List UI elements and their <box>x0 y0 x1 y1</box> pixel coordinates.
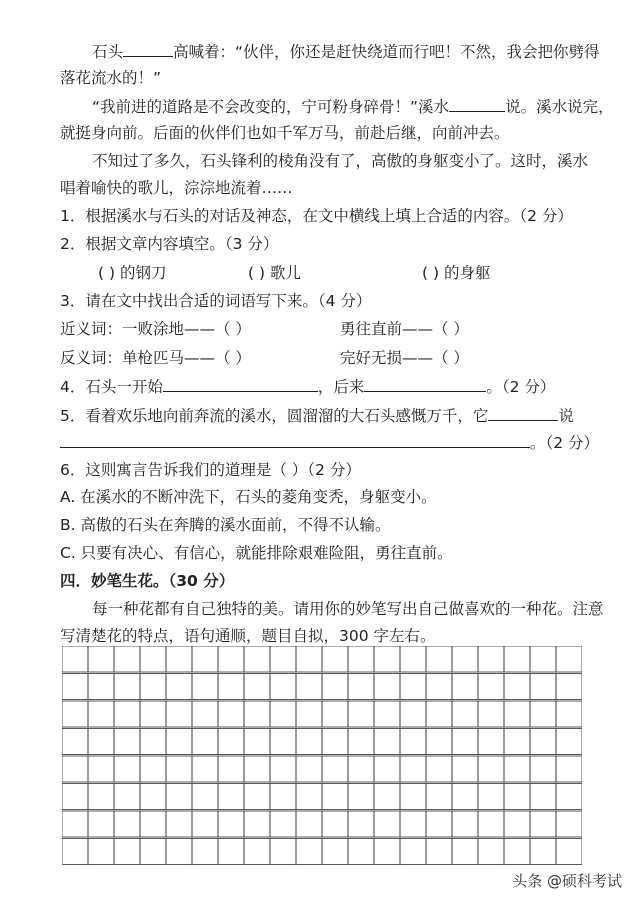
q2-item-1[interactable]: ( ) 的钢刀 <box>98 264 167 282</box>
grid-cell[interactable] <box>114 646 140 672</box>
q3-synonym-1[interactable]: 近义词：一败涂地——（ ） <box>60 320 251 338</box>
grid-cell[interactable] <box>62 729 88 755</box>
grid-cell[interactable] <box>192 756 218 782</box>
grid-cell[interactable] <box>166 756 192 782</box>
grid-cell[interactable] <box>530 756 556 782</box>
grid-cell[interactable] <box>140 701 166 727</box>
grid-cell[interactable] <box>166 674 192 700</box>
section4-desc-line1: 每一种花都有自己独特的美。请用你的妙笔写出自己做喜欢的一种花。注意 <box>92 600 604 618</box>
grid-cell[interactable] <box>400 756 426 782</box>
grid-cell[interactable] <box>244 729 270 755</box>
grid-cell[interactable] <box>140 811 166 837</box>
grid-cell[interactable] <box>296 784 322 810</box>
grid-cell[interactable] <box>374 756 400 782</box>
grid-cell[interactable] <box>348 839 374 865</box>
grid-cell[interactable] <box>114 756 140 782</box>
grid-cell[interactable] <box>400 839 426 865</box>
grid-cell[interactable] <box>322 646 348 672</box>
grid-cell[interactable] <box>270 674 296 700</box>
grid-cell[interactable] <box>114 839 140 865</box>
q3-antonym-1[interactable]: 反义词：单枪匹马——（ ） <box>60 349 251 367</box>
grid-cell[interactable] <box>270 729 296 755</box>
grid-cell[interactable] <box>478 674 504 700</box>
grid-cell[interactable] <box>166 646 192 672</box>
grid-cell[interactable] <box>426 839 452 865</box>
grid-cell[interactable] <box>556 729 582 755</box>
grid-cell[interactable] <box>244 756 270 782</box>
grid-cell[interactable] <box>218 839 244 865</box>
grid-cell[interactable] <box>478 784 504 810</box>
grid-cell[interactable] <box>192 729 218 755</box>
grid-cell[interactable] <box>426 701 452 727</box>
grid-cell[interactable] <box>426 646 452 672</box>
grid-cell[interactable] <box>140 839 166 865</box>
grid-cell[interactable] <box>374 839 400 865</box>
grid-cell[interactable] <box>426 729 452 755</box>
grid-cell[interactable] <box>348 674 374 700</box>
grid-cell[interactable] <box>374 674 400 700</box>
text: 。（2 分） <box>530 434 600 452</box>
grid-cell[interactable] <box>322 811 348 837</box>
grid-cell[interactable] <box>400 701 426 727</box>
grid-cell[interactable] <box>114 784 140 810</box>
grid-cell[interactable] <box>296 839 322 865</box>
grid-cell[interactable] <box>374 811 400 837</box>
story-p3-line2: 唱着喻快的歌儿，淙淙地流着…… <box>60 179 293 197</box>
grid-cell[interactable] <box>140 646 166 672</box>
q6-option-b[interactable]: B. 高傲的石头在奔腾的溪水面前，不得不认输。 <box>60 516 391 534</box>
story-p2-line2: 就挺身向前。后面的伙伴们也如千军万马，前赴后继，向前冲去。 <box>60 124 510 142</box>
grid-cell[interactable] <box>88 811 114 837</box>
q4-blank-2[interactable] <box>364 375 486 392</box>
grid-cell[interactable] <box>166 784 192 810</box>
grid-cell[interactable] <box>556 756 582 782</box>
grid-cell[interactable] <box>400 674 426 700</box>
grid-cell[interactable] <box>218 646 244 672</box>
grid-cell[interactable] <box>270 646 296 672</box>
grid-cell[interactable] <box>114 701 140 727</box>
grid-cell[interactable] <box>114 811 140 837</box>
grid-cell[interactable] <box>530 784 556 810</box>
story-p1-line1 <box>92 40 600 63</box>
grid-cell[interactable] <box>348 701 374 727</box>
grid-cell[interactable] <box>504 784 530 810</box>
story-p2-line1 <box>92 95 614 118</box>
question-1: 1．根据溪水与石头的对话及神态，在文中横线上填上合适的内容。（2 分） <box>60 207 573 225</box>
grid-cell[interactable] <box>478 839 504 865</box>
grid-cell[interactable] <box>192 646 218 672</box>
grid-cell[interactable] <box>452 811 478 837</box>
grid-cell[interactable] <box>478 729 504 755</box>
grid-cell[interactable] <box>530 811 556 837</box>
grid-cell[interactable] <box>166 729 192 755</box>
grid-cell[interactable] <box>374 646 400 672</box>
blank-line[interactable] <box>123 40 173 57</box>
grid-cell[interactable] <box>192 784 218 810</box>
q4-blank-1[interactable] <box>163 375 318 392</box>
grid-cell[interactable] <box>556 784 582 810</box>
grid-cell[interactable] <box>218 729 244 755</box>
question-5-line2 <box>60 431 599 454</box>
grid-cell[interactable] <box>88 729 114 755</box>
grid-cell[interactable] <box>322 784 348 810</box>
grid-cell[interactable] <box>244 674 270 700</box>
grid-cell[interactable] <box>504 811 530 837</box>
grid-cell[interactable] <box>218 674 244 700</box>
grid-cell[interactable] <box>504 646 530 672</box>
grid-cell[interactable] <box>296 646 322 672</box>
section4-desc-line2: 写清楚花的特点，语句通顺，题目自拟，300 字左右。 <box>60 627 436 645</box>
text: 5．看着欢乐地向前奔流的溪水，圆溜溜的大石头感慨万千，它 <box>60 407 489 425</box>
grid-cell[interactable] <box>400 646 426 672</box>
text: 说 <box>558 407 574 425</box>
q2-item-2[interactable]: ( ) 歌儿 <box>248 264 301 282</box>
q3-synonym-2[interactable]: 勇往直前——（ ） <box>340 320 469 338</box>
q3-antonym-2[interactable]: 完好无损——（ ） <box>340 349 469 367</box>
grid-cell[interactable] <box>88 674 114 700</box>
grid-cell[interactable] <box>478 646 504 672</box>
story-p3-line1: 不知过了多久，石头锋利的棱角没有了，高傲的身躯变小了。这时，溪水 <box>92 152 589 170</box>
grid-cell[interactable] <box>504 729 530 755</box>
grid-cell[interactable] <box>400 811 426 837</box>
grid-cell[interactable] <box>374 701 400 727</box>
grid-cell[interactable] <box>62 701 88 727</box>
grid-cell[interactable] <box>478 811 504 837</box>
grid-cell[interactable] <box>504 756 530 782</box>
grid-cell[interactable] <box>556 811 582 837</box>
q6-option-c[interactable]: C. 只要有决心、有信心，就能排除艰难险阻，勇往直前。 <box>60 544 453 562</box>
grid-cell[interactable] <box>166 839 192 865</box>
question-3: 3．请在文中找出合适的词语写下来。（4 分） <box>60 292 372 310</box>
grid-cell[interactable] <box>348 811 374 837</box>
grid-cell[interactable] <box>140 674 166 700</box>
grid-cell[interactable] <box>88 701 114 727</box>
story-p1-line2: 落花流水的！” <box>60 69 162 87</box>
grid-cell[interactable] <box>426 811 452 837</box>
grid-cell[interactable] <box>296 701 322 727</box>
grid-cell[interactable] <box>88 839 114 865</box>
q6-option-a[interactable]: A. 在溪水的不断冲洗下，石头的菱角变秃，身躯变小。 <box>60 488 437 506</box>
grid-cell[interactable] <box>348 756 374 782</box>
grid-cell[interactable] <box>322 839 348 865</box>
grid-cell[interactable] <box>62 756 88 782</box>
grid-cell[interactable] <box>296 811 322 837</box>
grid-cell[interactable] <box>452 729 478 755</box>
grid-cell[interactable] <box>62 811 88 837</box>
grid-cell[interactable] <box>244 701 270 727</box>
section4-title: 四．妙笔生花。（30 分） <box>60 572 235 590</box>
grid-cell[interactable] <box>244 839 270 865</box>
grid-cell[interactable] <box>348 646 374 672</box>
grid-cell[interactable] <box>140 729 166 755</box>
grid-cell[interactable] <box>270 811 296 837</box>
grid-cell[interactable] <box>478 756 504 782</box>
grid-cell[interactable] <box>218 784 244 810</box>
grid-cell[interactable] <box>452 839 478 865</box>
grid-cell[interactable] <box>296 756 322 782</box>
grid-cell[interactable] <box>478 701 504 727</box>
grid-cell[interactable] <box>426 756 452 782</box>
grid-cell[interactable] <box>504 701 530 727</box>
grid-cell[interactable] <box>88 784 114 810</box>
grid-cell[interactable] <box>556 839 582 865</box>
grid-cell[interactable] <box>270 756 296 782</box>
grid-cell[interactable] <box>400 784 426 810</box>
grid-cell[interactable] <box>530 701 556 727</box>
grid-cell[interactable] <box>322 701 348 727</box>
grid-cell[interactable] <box>166 701 192 727</box>
grid-cell[interactable] <box>192 839 218 865</box>
question-2: 2．根据文章内容填空。（3 分） <box>60 235 279 253</box>
question-4 <box>60 375 555 398</box>
grid-cell[interactable] <box>114 729 140 755</box>
grid-cell[interactable] <box>374 729 400 755</box>
grid-cell[interactable] <box>374 784 400 810</box>
grid-cell[interactable] <box>426 784 452 810</box>
grid-cell[interactable] <box>218 811 244 837</box>
grid-cell[interactable] <box>270 839 296 865</box>
grid-cell[interactable] <box>244 811 270 837</box>
question-6: 6．这则寓言告诉我们的道理是（ ）（2 分） <box>60 461 361 479</box>
blank-line[interactable] <box>449 95 505 112</box>
grid-cell[interactable] <box>192 811 218 837</box>
q2-item-3[interactable]: ( ) 的身躯 <box>422 264 491 282</box>
grid-cell[interactable] <box>62 839 88 865</box>
grid-cell[interactable] <box>452 674 478 700</box>
grid-cell[interactable] <box>530 729 556 755</box>
grid-cell[interactable] <box>140 756 166 782</box>
grid-cell[interactable] <box>296 729 322 755</box>
grid-cell[interactable] <box>530 839 556 865</box>
grid-cell[interactable] <box>556 646 582 672</box>
grid-cell[interactable] <box>62 784 88 810</box>
grid-cell[interactable] <box>322 674 348 700</box>
grid-cell[interactable] <box>556 674 582 700</box>
grid-cell[interactable] <box>400 729 426 755</box>
grid-cell[interactable] <box>88 756 114 782</box>
text: 4．石头一开始 <box>60 378 163 396</box>
grid-cell[interactable] <box>88 646 114 672</box>
grid-cell[interactable] <box>530 646 556 672</box>
grid-cell[interactable] <box>192 701 218 727</box>
grid-cell[interactable] <box>504 839 530 865</box>
grid-cell[interactable] <box>166 811 192 837</box>
text: 。（2 分） <box>486 378 556 396</box>
grid-cell[interactable] <box>218 756 244 782</box>
question-5 <box>60 404 574 427</box>
grid-cell[interactable] <box>348 729 374 755</box>
grid-cell[interactable] <box>348 784 374 810</box>
text: ，后来 <box>317 378 365 396</box>
text: 高喊着：“伙伴，你还是赶快绕道而行吧！不然，我会把你劈得 <box>173 43 600 61</box>
grid-cell[interactable] <box>114 674 140 700</box>
grid-cell[interactable] <box>270 701 296 727</box>
grid-cell[interactable] <box>426 674 452 700</box>
grid-cell[interactable] <box>452 646 478 672</box>
grid-cell[interactable] <box>218 701 244 727</box>
grid-cell[interactable] <box>452 701 478 727</box>
grid-cell[interactable] <box>192 674 218 700</box>
text: 说。溪水说完， <box>505 98 614 116</box>
q5-blank-1[interactable] <box>488 404 558 421</box>
grid-cell[interactable] <box>452 756 478 782</box>
grid-cell[interactable] <box>62 674 88 700</box>
grid-cell[interactable] <box>244 784 270 810</box>
grid-cell[interactable] <box>452 784 478 810</box>
grid-cell[interactable] <box>62 646 88 672</box>
grid-cell[interactable] <box>530 674 556 700</box>
q5-blank-2[interactable] <box>60 431 530 448</box>
grid-cell[interactable] <box>556 701 582 727</box>
watermark: 头条 @硕科考试 <box>512 872 622 890</box>
grid-cell[interactable] <box>296 674 322 700</box>
composition-grid[interactable] <box>62 646 582 866</box>
grid-cell[interactable] <box>322 729 348 755</box>
grid-cell[interactable] <box>504 674 530 700</box>
grid-cell[interactable] <box>322 756 348 782</box>
grid-cell[interactable] <box>140 784 166 810</box>
text: “我前进的道路是不会改变的，宁可粉身碎骨！”溪水 <box>92 98 450 116</box>
grid-cell[interactable] <box>270 784 296 810</box>
text: 石头 <box>92 43 124 61</box>
grid-cell[interactable] <box>244 646 270 672</box>
